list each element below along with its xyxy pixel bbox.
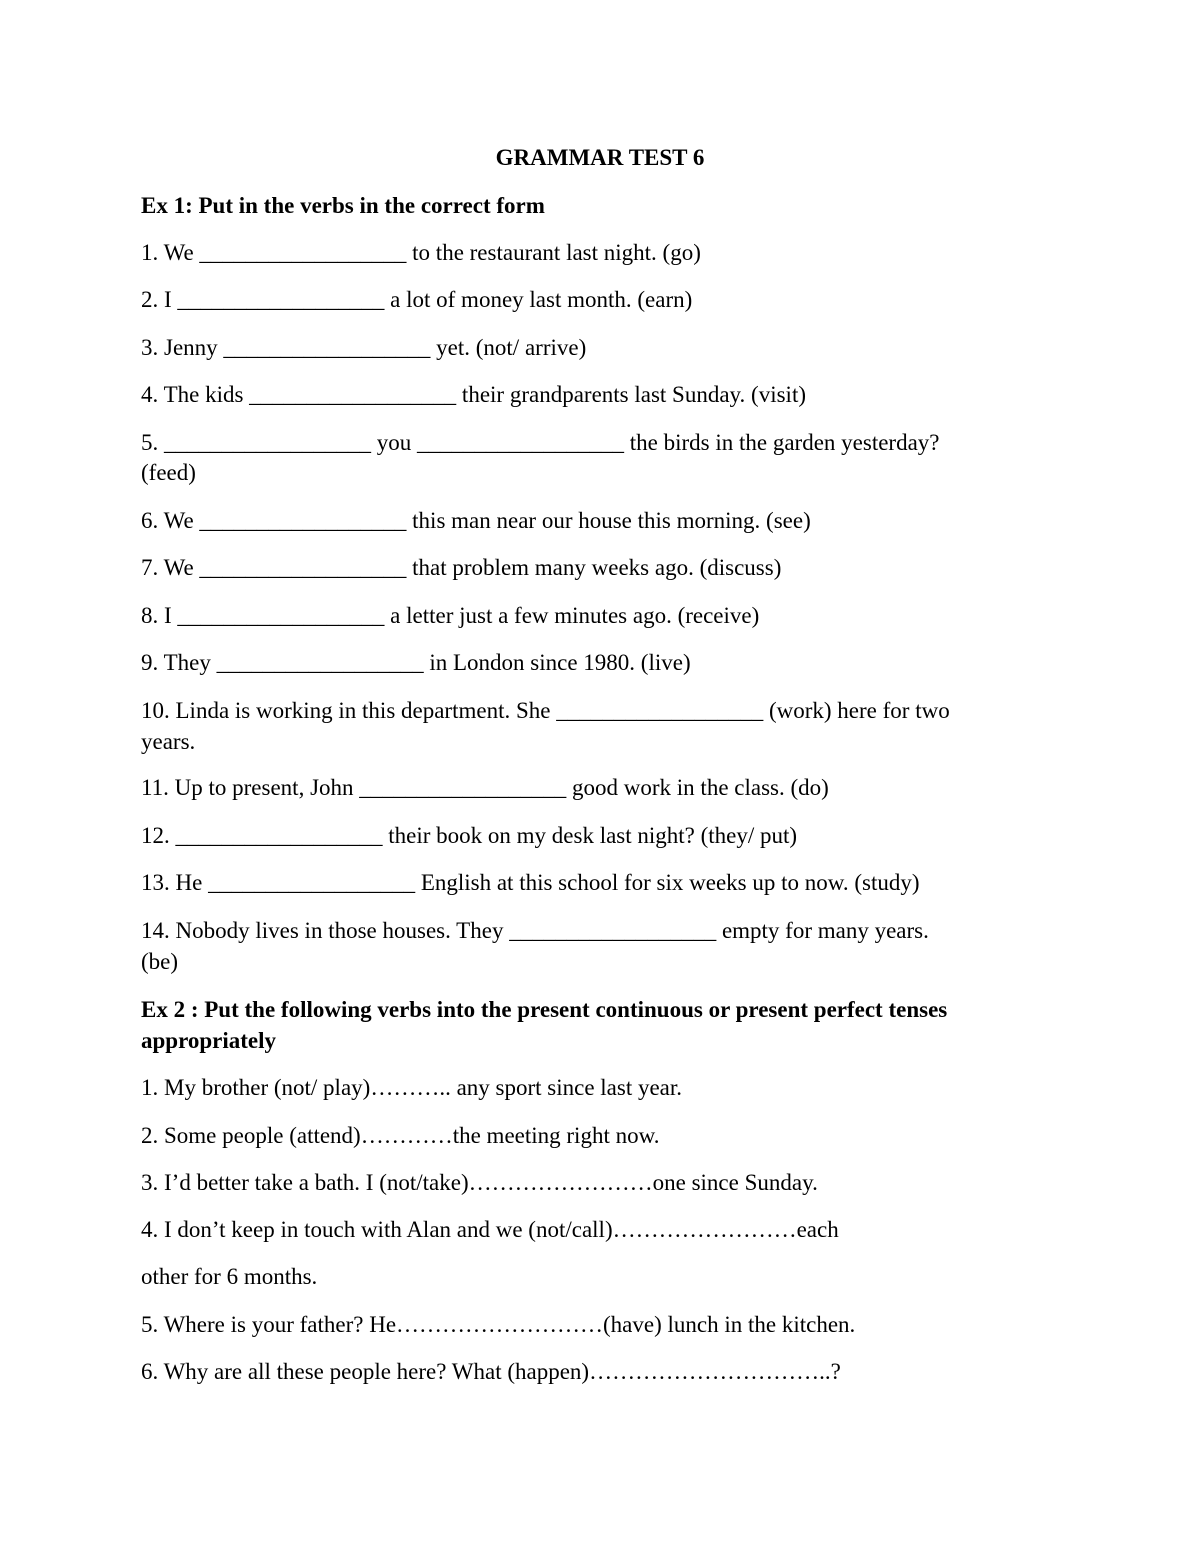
ex2-item-1: 1. My brother (not/ play)……….. any sport since last year. [141, 1075, 683, 1100]
ex2-item-4-cont: other for 6 months. [141, 1264, 318, 1289]
ex2-item-5: 5. Where is your father? He………………………(have) lunch in the kitchen. [141, 1312, 856, 1337]
ex1-item-6: 6. We __________________ this man near our house this morning. (see) [141, 508, 811, 533]
ex2-heading: Ex 2 : Put the following verbs into the present continuous or present perfect tenses [141, 997, 948, 1022]
ex1-item-2: 2. I __________________ a lot of money last month. (earn) [141, 287, 693, 312]
ex1-item-14-cont: (be) [141, 949, 179, 974]
ex1-item-9: 9. They __________________ in London since 1980. (live) [141, 650, 691, 675]
ex2-item-2: 2. Some people (attend)…………the meeting right now. [141, 1123, 660, 1148]
page-title: GRAMMAR TEST 6 [495, 145, 705, 170]
ex1-item-11: 11. Up to present, John __________________ good work in the class. (do) [141, 775, 829, 800]
ex1-item-13: 13. He __________________ English at this school for six weeks up to now. (study) [141, 870, 920, 895]
ex2-heading-cont: appropriately [141, 1028, 277, 1053]
ex1-item-1: 1. We __________________ to the restaurant last night. (go) [141, 240, 701, 265]
ex1-item-5: 5. __________________ you __________________ the birds in the garden yesterday? [141, 430, 940, 455]
ex1-item-8: 8. I __________________ a letter just a few minutes ago. (receive) [141, 603, 760, 628]
ex1-heading: Ex 1: Put in the verbs in the correct form [141, 193, 545, 218]
ex1-item-12: 12. __________________ their book on my desk last night? (they/ put) [141, 823, 798, 848]
ex2-item-4: 4. I don’t keep in touch with Alan and we (not/call)……………………each [141, 1217, 839, 1242]
ex1-item-7: 7. We __________________ that problem many weeks ago. (discuss) [141, 555, 782, 580]
ex1-item-10-cont: years. [141, 729, 196, 754]
ex1-item-5-cont: (feed) [141, 460, 196, 485]
ex2-item-3: 3. I’d better take a bath. I (not/take)……………………one since Sunday. [141, 1170, 818, 1195]
ex1-item-10: 10. Linda is working in this department. She __________________ (work) here for two [141, 698, 950, 723]
ex2-item-6: 6. Why are all these people here? What (happen)…………………………..? [141, 1359, 841, 1384]
ex1-item-3: 3. Jenny __________________ yet. (not/ arrive) [141, 335, 587, 360]
ex1-item-4: 4. The kids __________________ their grandparents last Sunday. (visit) [141, 382, 807, 407]
ex1-item-14: 14. Nobody lives in those houses. They __________________ empty for many years. [141, 918, 929, 943]
